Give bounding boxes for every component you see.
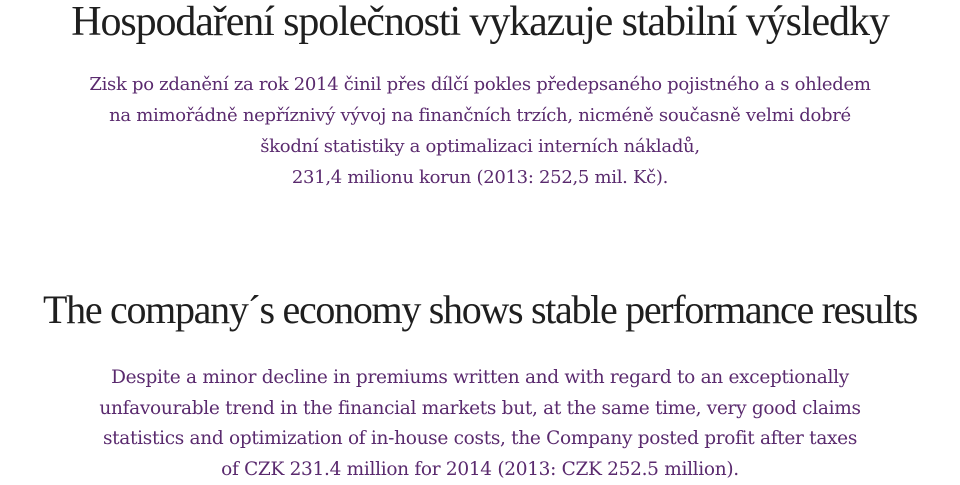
english-heading: The company´s economy shows stable performance results <box>0 288 960 332</box>
czech-paragraph-line-1: Zisk po zdanění za rok 2014 činil přes dílčí pokles předepsaného pojistného a s ohledem <box>0 69 960 100</box>
czech-heading: Hospodaření společnosti vykazuje stabilní výsledky <box>0 0 960 44</box>
english-paragraph <box>0 363 960 485</box>
english-paragraph-line-1: Despite a minor decline in premiums written and with regard to an exceptionally <box>0 363 960 394</box>
english-paragraph-line-2: unfavourable trend in the financial markets but, at the same time, very good claims <box>0 394 960 425</box>
english-paragraph-line-4: of CZK 231.4 million for 2014 (2013: CZK 252.5 million). <box>0 455 960 485</box>
czech-paragraph-line-3: škodní statistiky a optimalizaci interních nákladů, <box>0 131 960 162</box>
czech-paragraph <box>0 69 960 193</box>
czech-paragraph-line-2: na mimořádně nepříznivý vývoj na finančních trzích, nicméně současně velmi dobré <box>0 100 960 131</box>
english-paragraph-line-3: statistics and optimization of in-house costs, the Company posted profit after taxes <box>0 424 960 455</box>
czech-paragraph-line-4: 231,4 milionu korun (2013: 252,5 mil. Kč). <box>0 162 960 193</box>
